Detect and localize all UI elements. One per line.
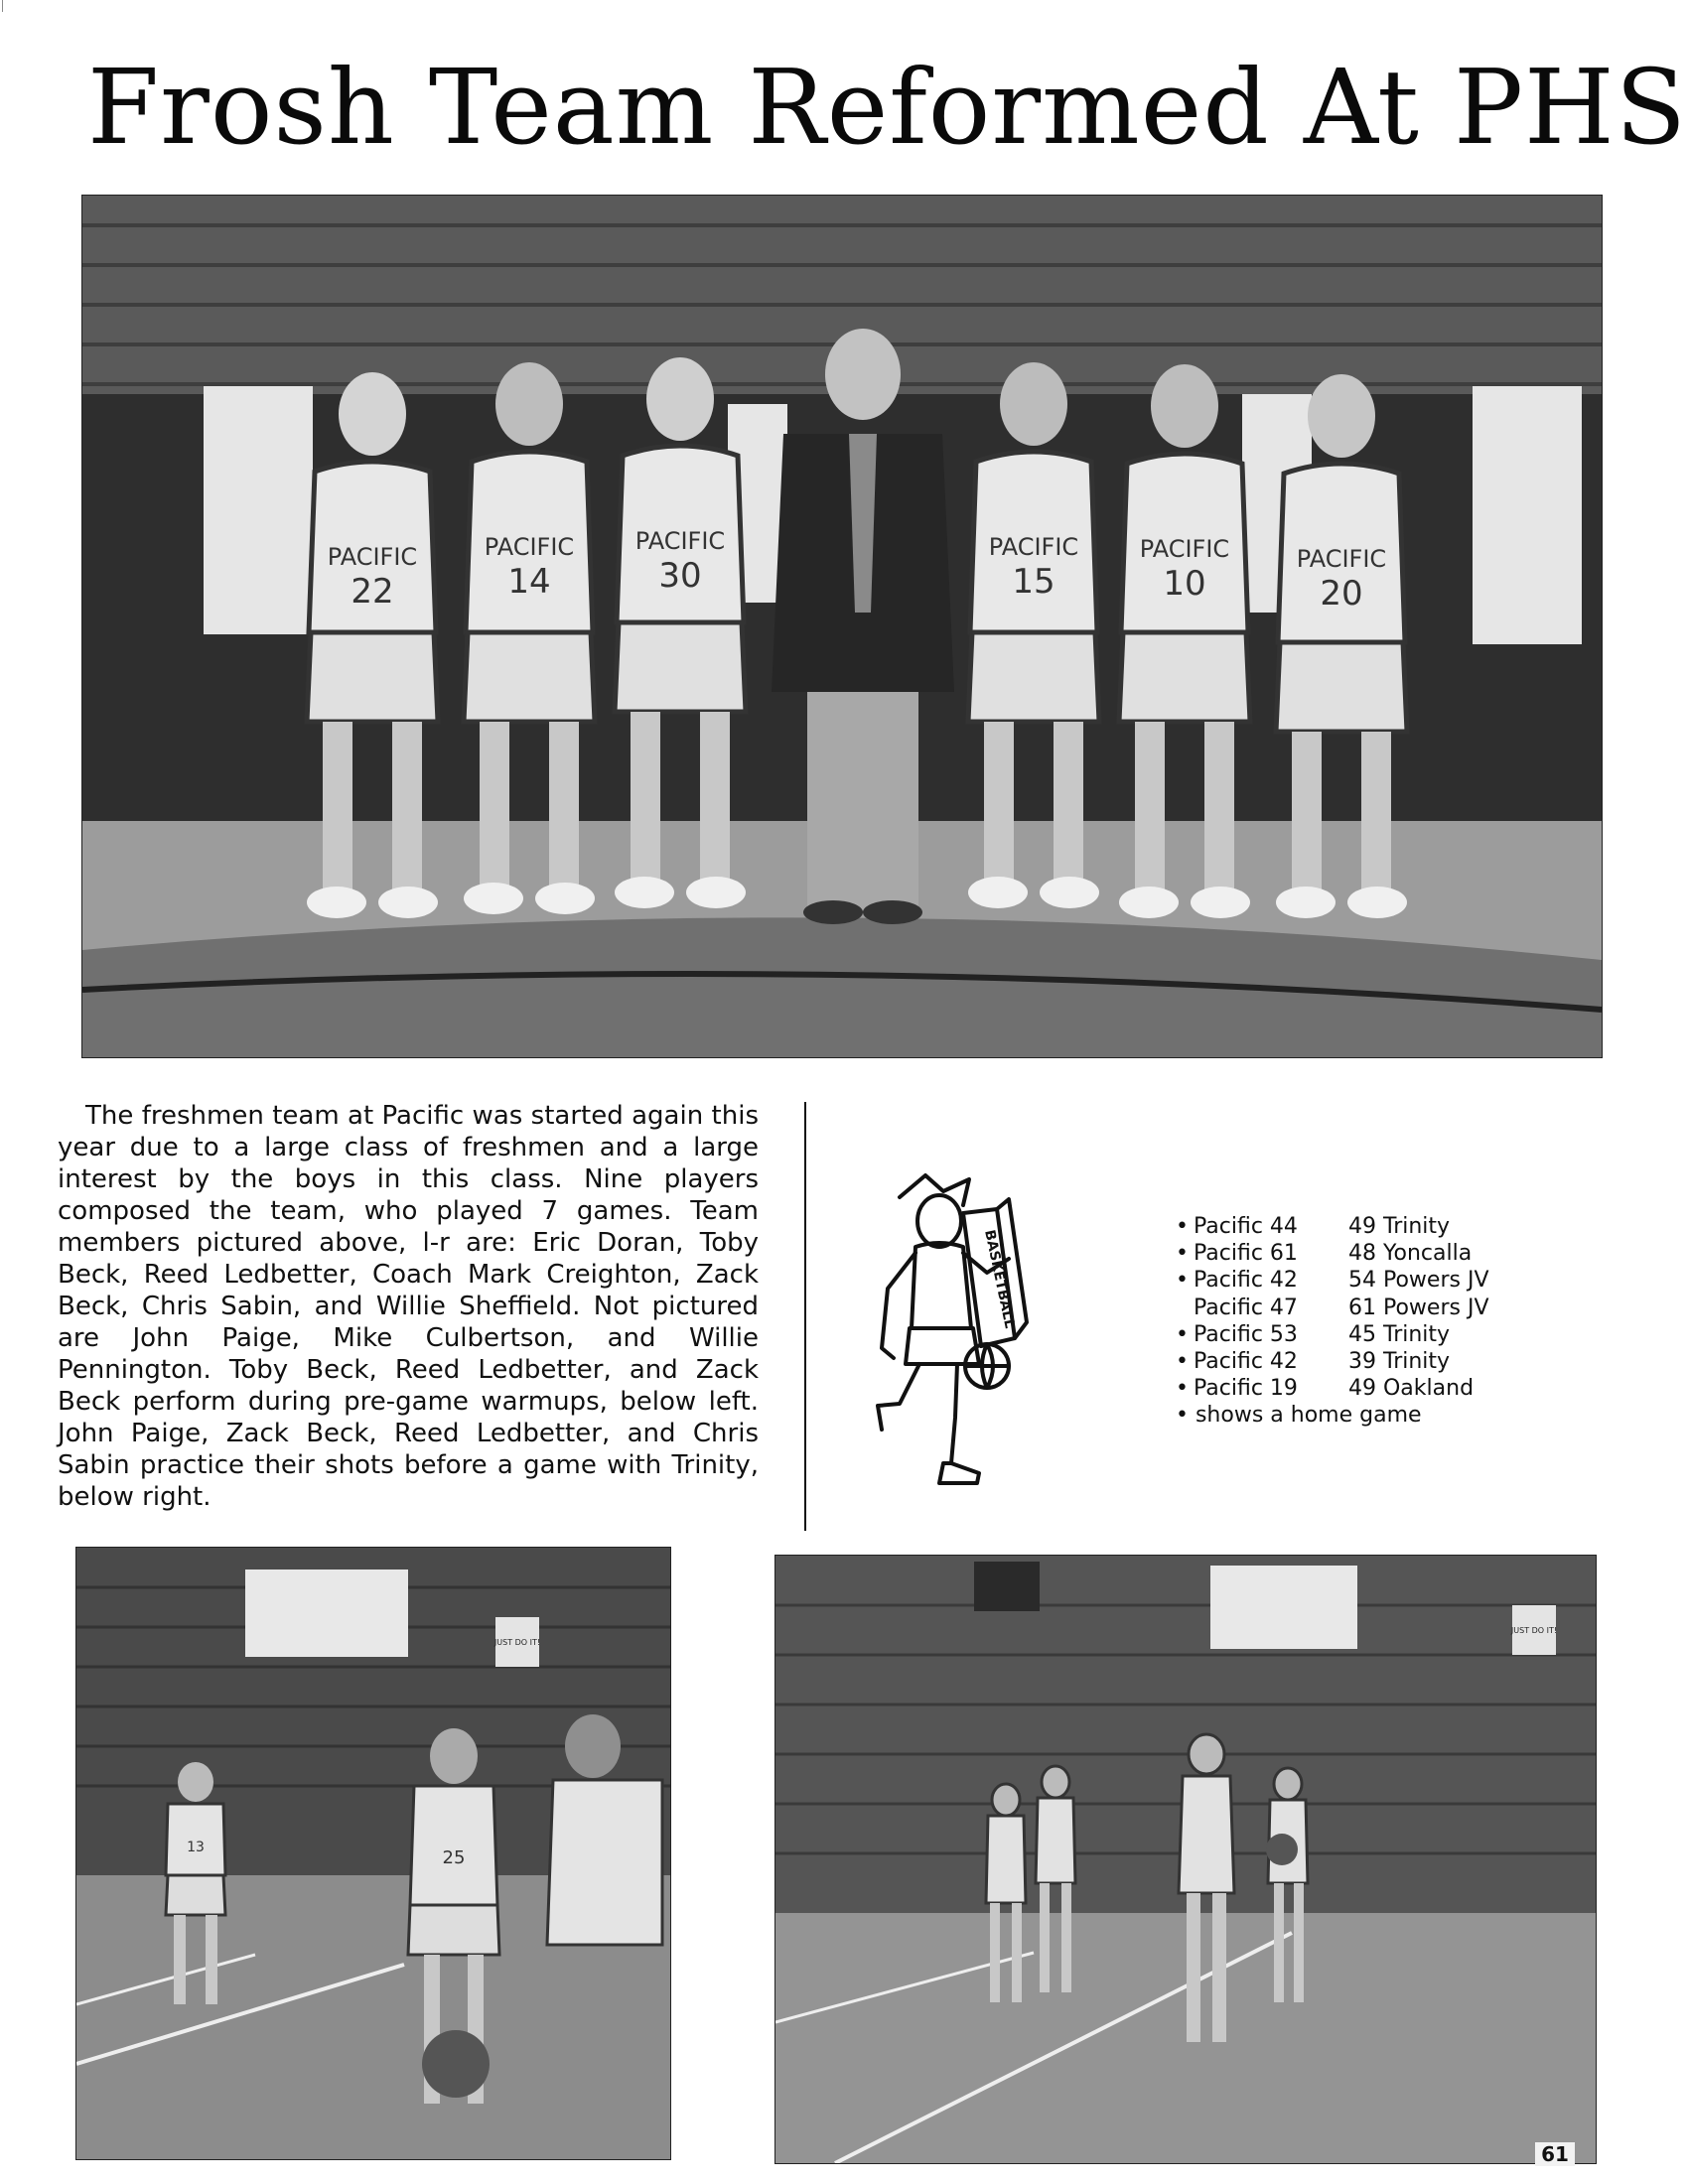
warmup-photo (75, 1547, 671, 2160)
home-game-marker: • (1176, 1268, 1189, 1294)
opponent-score: 61 Powers JV (1348, 1295, 1489, 1320)
jersey-number: 25 (442, 1847, 466, 1868)
home-game-marker: • (1176, 1214, 1189, 1239)
opponent-score: 49 Trinity (1348, 1214, 1451, 1239)
team-photo (81, 195, 1603, 1058)
margin-mark (2, 0, 3, 12)
mascot-banner-text: BASKETBALL (981, 1228, 1018, 1330)
pacific-score: Pacific 19 (1194, 1376, 1298, 1402)
pacific-score: Pacific 53 (1194, 1321, 1298, 1347)
game-row (1176, 1295, 1513, 1321)
jersey-label: PACIFIC (484, 533, 575, 561)
jersey-label: PACIFIC (327, 543, 418, 571)
jersey-label: PACIFIC (988, 533, 1079, 561)
home-game-marker: • (1176, 1241, 1189, 1267)
home-game-marker: • (1176, 1376, 1189, 1402)
jersey-number: 20 (1320, 574, 1363, 614)
jersey-number: 15 (1012, 562, 1055, 602)
opponent-score: 49 Oakland (1348, 1376, 1475, 1402)
game-row (1176, 1375, 1513, 1402)
jersey-number: 13 (187, 1840, 205, 1855)
home-game-marker: • (1176, 1349, 1189, 1375)
practice-photo (774, 1555, 1597, 2164)
wall-sign-text: JUST DO IT! (493, 1638, 541, 1647)
game-schedule (1176, 1213, 1513, 1430)
page-number: 61 (1535, 2142, 1575, 2166)
caption-text: The freshmen team at Pacific was started again this year due to a large class of freshmen and a large interest by the boys in this class. Nine players composed the team, who played 7 games. Team members pictured above, l-r are: Eric Doran, Toby Beck, Reed Ledbetter, Coach Mark Creighton, Zack Beck, Chris Sabin, and Willie Sheffield. Not pictured are John Paige, Mike Culbertson, and Willie Pennington. Toby Beck, Reed Ledbetter, and Zack Beck perform during pre-game warmups, below left. John Paige, Zack Beck, Reed Ledbetter, and Chris Sabin practice their shots before a game with Trinity, below right. (58, 1101, 759, 1512)
opponent-score: 48 Yoncalla (1348, 1241, 1473, 1267)
pacific-score: Pacific 47 (1194, 1295, 1298, 1320)
home-game-marker (1176, 1295, 1194, 1321)
jersey-label: PACIFIC (634, 527, 726, 555)
basketball-mascot-illustration (860, 1169, 1049, 1493)
jersey-label: PACIFIC (1296, 545, 1387, 573)
pacific-score: Pacific 42 (1194, 1349, 1298, 1375)
game-row (1176, 1348, 1513, 1375)
game-row (1176, 1321, 1513, 1348)
jersey-number: 30 (658, 556, 702, 596)
pacific-score: Pacific 61 (1194, 1241, 1298, 1267)
home-game-note: • shows a home game (1176, 1403, 1422, 1429)
opponent-score: 39 Trinity (1348, 1349, 1451, 1375)
column-divider (804, 1102, 806, 1531)
jersey-label: PACIFIC (1139, 535, 1230, 563)
jersey-number: 10 (1163, 564, 1206, 604)
pacific-score: Pacific 44 (1194, 1214, 1298, 1239)
jersey-number: 22 (351, 572, 394, 612)
wall-sign-text: JUST DO IT! (1510, 1626, 1558, 1635)
game-row (1176, 1213, 1513, 1240)
jersey-number: 14 (507, 562, 551, 602)
opponent-score: 45 Trinity (1348, 1321, 1451, 1347)
opponent-score: 54 Powers JV (1348, 1268, 1489, 1294)
home-game-marker: • (1176, 1321, 1189, 1347)
game-row (1176, 1240, 1513, 1267)
pacific-score: Pacific 42 (1194, 1268, 1298, 1294)
game-row (1176, 1267, 1513, 1294)
page-title: Frosh Team Reformed At PHS (87, 47, 1687, 168)
